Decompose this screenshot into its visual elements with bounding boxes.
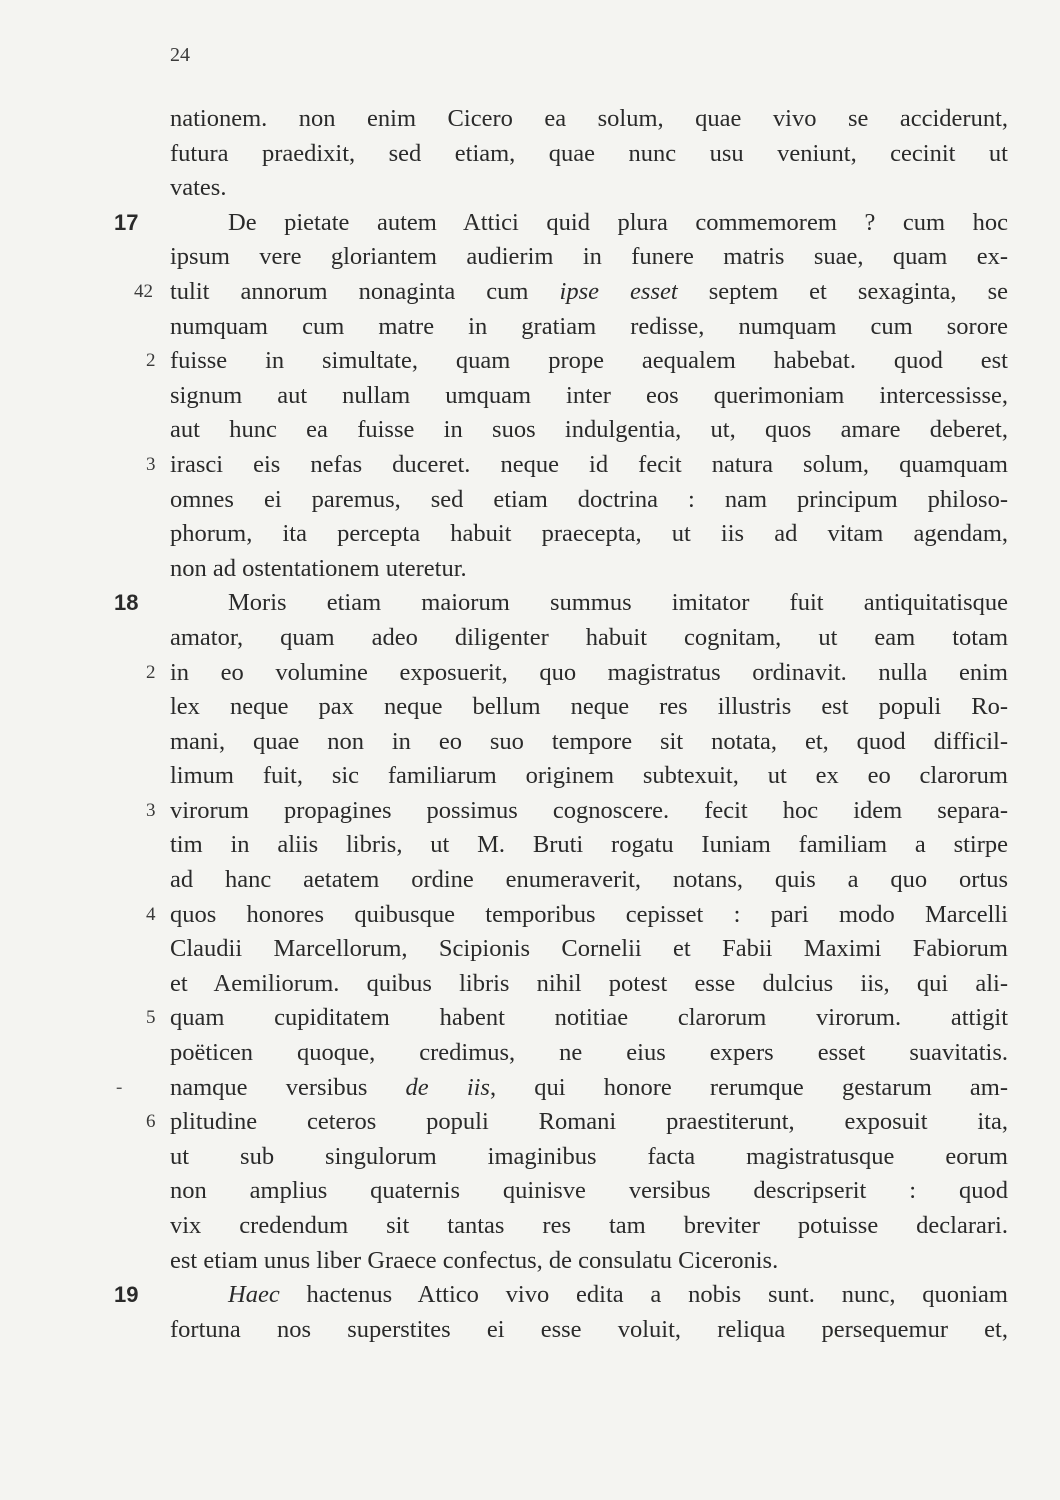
text-line: 17 De pietate autem Attici quid plura commemorem ? cum hoc <box>170 206 1008 241</box>
text-line: vix credendum sit tantas res tam breviter potuisse declarari. <box>170 1212 1008 1239</box>
text-line: vates. <box>170 174 227 202</box>
text-line: poëticen quoque, credimus, ne eius expers esset suavitatis. <box>170 1039 1008 1067</box>
text-line: 3 irasci eis nefas duceret. neque id fecit natura solum, quamquam <box>170 448 1008 483</box>
margin-number: 5 <box>146 1007 156 1029</box>
section-number: 17 <box>114 209 139 235</box>
text-line: est etiam unus liber Graece confectus, de consulatu Ciceronis. <box>170 1246 779 1274</box>
text-line: omnes ei paremus, sed etiam doctrina : nam principum philoso- <box>170 485 1008 513</box>
text-line: amator, quam adeo diligenter habuit cognitam, ut eam totam <box>170 623 1008 651</box>
text-line: limum fuit, sic familiarum originem subtexuit, ut ex eo clarorum <box>170 762 1008 790</box>
text-line: 18 Moris etiam maiorum summus imitator fuit antiquitatisque <box>170 586 1008 621</box>
margin-mark: - <box>116 1076 123 1098</box>
margin-number: 6 <box>146 1111 156 1133</box>
text-line: nationem. non enim Cicero ea solum, quae vivo se acciderunt, <box>170 105 1008 132</box>
margin-number: 42 <box>134 280 153 302</box>
text-line: ut sub singulorum imaginibus facta magistratusque eorum <box>170 1142 1008 1170</box>
text-line: futura praedixit, sed etiam, quae nunc usu veniunt, cecinit ut <box>170 139 1008 167</box>
text-line: 4 quos honores quibusque temporibus cepisset : pari modo Marcelli <box>170 898 1008 933</box>
section-number: 18 <box>114 590 139 616</box>
text-line: 2 fuisse in simultate, quam prope aequalem habebat. quod est <box>170 344 1008 379</box>
text-line: 42 tulit annorum nonaginta cum ipse esset septem et sexaginta, se <box>170 275 1008 310</box>
text-line: mani, quae non in eo suo tempore sit notata, et, quod difficil- <box>170 727 1008 755</box>
text-line: signum aut nullam umquam inter eos querimoniam intercessisse, <box>170 381 1008 409</box>
text-line: non amplius quaternis quinisve versibus descripserit : quod <box>170 1177 1008 1205</box>
page-number: 24 <box>170 44 190 66</box>
text-line: tim in aliis libris, ut M. Bruti rogatu Iuniam familiam a stirpe <box>170 831 1008 859</box>
margin-number: 3 <box>146 799 156 821</box>
text-line: 6 plitudine ceteros populi Romani praestiterunt, exposuit ita, <box>170 1105 1008 1140</box>
section-number: 19 <box>114 1282 139 1308</box>
text-line: ad hanc aetatem ordine enumeraverit, notans, quis a quo ortus <box>170 866 1008 894</box>
margin-number: 2 <box>146 661 156 683</box>
text-line: non ad ostentationem uteretur. <box>170 554 467 582</box>
margin-number: 2 <box>146 350 156 372</box>
text-line: - namque versibus de iis, qui honore rerumque gestarum am- <box>170 1071 1008 1106</box>
body-text <box>114 102 1008 1347</box>
text-line: lex neque pax neque bellum neque res illustris est populi Ro- <box>170 693 1008 721</box>
margin-number: 3 <box>146 453 156 475</box>
text-line: Claudii Marcellorum, Scipionis Cornelii et Fabii Maximi Fabiorum <box>170 935 1008 963</box>
margin-number: 4 <box>146 903 156 925</box>
text-line: numquam cum matre in gratiam redisse, numquam cum sorore <box>170 312 1008 340</box>
text-line: 19 Haec hactenus Attico vivo edita a nobis sunt. nunc, quoniam <box>170 1278 1008 1313</box>
text-line: 2 in eo volumine exposuerit, quo magistratus ordinavit. nulla enim <box>170 656 1008 691</box>
text-line: et Aemiliorum. quibus libris nihil potest esse dulcius iis, qui ali- <box>170 969 1008 997</box>
text-line: fortuna nos superstites ei esse voluit, reliqua persequemur et, <box>170 1315 1008 1343</box>
text-line: phorum, ita percepta habuit praecepta, ut iis ad vitam agendam, <box>170 520 1008 548</box>
text-line: aut hunc ea fuisse in suos indulgentia, ut, quos amare deberet, <box>170 416 1008 444</box>
text-line: ipsum vere gloriantem audierim in funere matris suae, quam ex- <box>170 243 1008 271</box>
text-line: 3 virorum propagines possimus cognoscere. fecit hoc idem separa- <box>170 794 1008 829</box>
text-line: 5 quam cupiditatem habent notitiae clarorum virorum. attigit <box>170 1001 1008 1036</box>
